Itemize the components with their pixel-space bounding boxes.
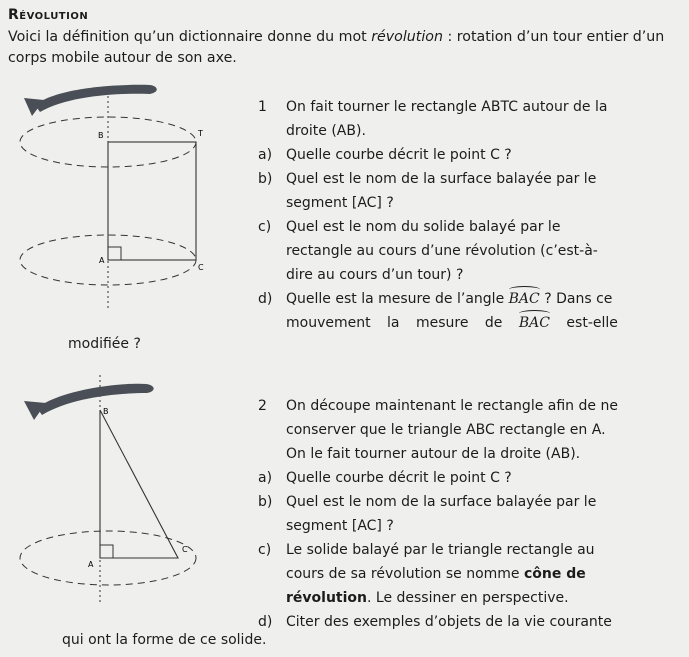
rotation-arrow — [35, 85, 157, 112]
intro-part1: Voici la définition qu’un dictionnaire donne du mot — [8, 29, 372, 45]
part2-letter-a: a) — [258, 470, 273, 486]
part2-line-3: On le fait tourner autour de la droite (AB). — [286, 446, 581, 462]
label-a: A — [88, 560, 94, 569]
label-c: C — [182, 545, 188, 554]
label-b: B — [103, 407, 109, 416]
intro-text — [8, 27, 684, 69]
part1-question-d-3: modifiée ? — [68, 336, 141, 352]
part1-question-c-2: rectangle au cours d’une révolution (c’est-à- — [286, 243, 598, 259]
rotation-arrow — [37, 384, 154, 415]
part1-letter-d: d) — [258, 291, 273, 307]
part1-line-1: On fait tourner le rectangle ABTC autour de la — [286, 99, 608, 115]
part1-question-d-1 — [286, 288, 612, 312]
part1-question-b-1: Quel est le nom de la surface balayée par le — [286, 171, 597, 187]
label-t: T — [198, 129, 203, 138]
part2-question-d-2: qui ont la forme de ce solide. — [62, 632, 267, 648]
part1-d-text-4: est-elle — [566, 315, 618, 331]
part2-c-text-1: cours de sa révolution se nomme — [286, 566, 520, 582]
part1-question-c-3: dire au cours d’un tour) ? — [286, 267, 464, 283]
figure-cone — [0, 370, 250, 605]
part2-question-c-3 — [286, 587, 569, 611]
part2-question-a: Quelle courbe décrit le point C ? — [286, 470, 512, 486]
label-b: B — [98, 131, 104, 140]
part2-line-1: On découpe maintenant le rectangle afin de ne — [286, 398, 618, 414]
part2-question-c-1: Le solide balayé par le triangle rectangle au — [286, 542, 595, 558]
part1-question-c-1: Quel est le nom du solide balayé par le — [286, 219, 561, 235]
intro-emphasis: révolution — [371, 29, 443, 45]
part2-question-d-1: Citer des exemples d’objets de la vie courante — [286, 614, 612, 630]
part2-question-b-1: Quel est le nom de la surface balayée par le — [286, 494, 597, 510]
angle-bac-1: BAC — [509, 288, 540, 312]
part1-letter-c: c) — [258, 219, 272, 235]
part1-question-a: Quelle courbe décrit le point C ? — [286, 147, 512, 163]
rectangle-abtc — [108, 142, 196, 260]
part1-number: 1 — [258, 99, 267, 115]
right-angle-mark — [100, 545, 113, 558]
part1-d-text-2: ? Dans ce — [544, 291, 613, 307]
part2-c-text-2: . Le dessiner en perspective. — [367, 590, 569, 606]
term-cone-1: cône de — [524, 566, 586, 582]
angle-bac-2: BAC — [519, 312, 550, 336]
part2-question-c-2 — [286, 563, 586, 587]
part1-letter-b: b) — [258, 171, 273, 187]
page-title: Révolution — [8, 7, 89, 23]
right-angle-mark — [108, 247, 121, 260]
label-c: C — [198, 263, 204, 272]
label-a: A — [99, 256, 105, 265]
part1-question-b-2: segment [AC] ? — [286, 195, 394, 211]
part2-letter-d: d) — [258, 614, 273, 630]
figure-cylinder — [0, 80, 250, 310]
part2-letter-b: b) — [258, 494, 273, 510]
part1-d-text-1: Quelle est la mesure de l’angle — [286, 291, 505, 307]
triangle-abc — [100, 410, 178, 558]
part1-question-d-2 — [286, 312, 618, 336]
term-cone-2: révolution — [286, 590, 367, 606]
part2-line-2: conserver que le triangle ABC rectangle en A. — [286, 422, 606, 438]
part1-letter-a: a) — [258, 147, 273, 163]
part2-question-b-2: segment [AC] ? — [286, 518, 394, 534]
intro-part2: : rotation d’un tour entier d’un corps mobile autour de son axe. — [8, 29, 665, 66]
part2-letter-c: c) — [258, 542, 272, 558]
part1-d-text-3: mouvement la mesure de — [286, 315, 503, 331]
part2-number: 2 — [258, 398, 267, 414]
part1-line-2: droite (AB). — [286, 123, 366, 139]
